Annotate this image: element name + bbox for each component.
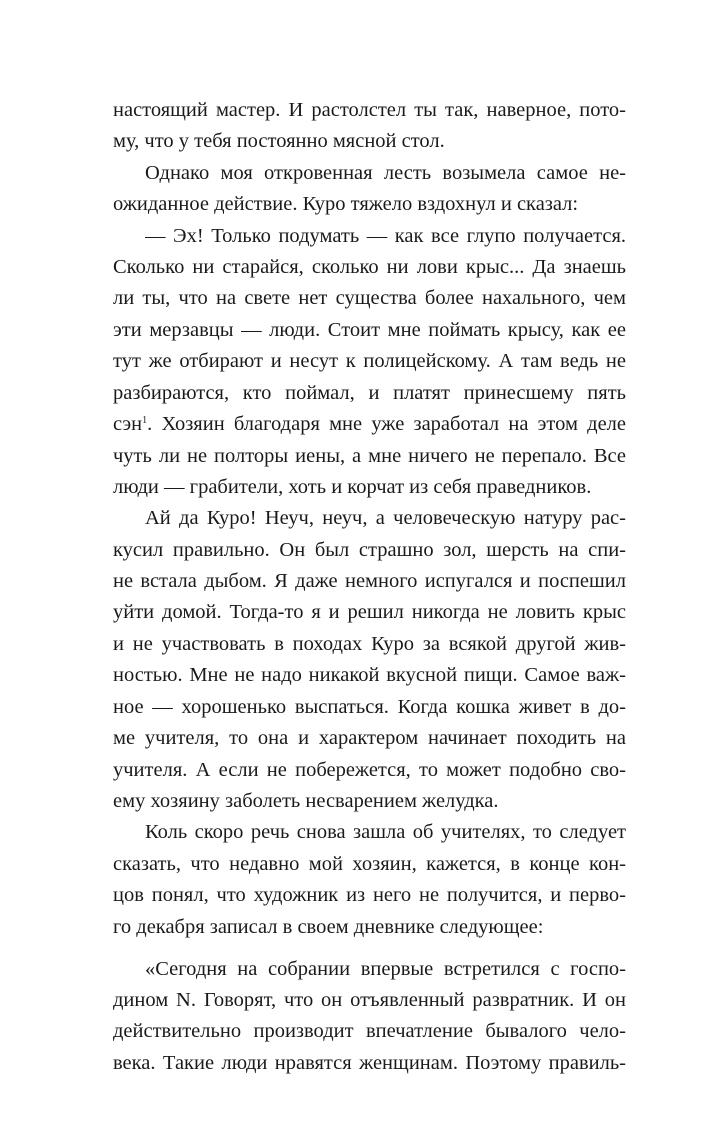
text-line: Сколько ни старайся, сколько ни лови крыс... Да знаешь [113,256,626,278]
text-line: «Сегодня на собрании впервые встретился с госпо- [145,958,626,980]
footnote-ref[interactable]: 1 [142,415,148,426]
text-line: чуть ли не полторы иены, а мне ничего не перепало. Все [113,445,626,467]
text-line: эти мерзавцы — люди. Стоит мне поймать крысу, как ее [113,319,626,341]
text-line: ме учителя, то она и характером начинает походить на [113,727,626,749]
text-line: уйти домой. Тогда-то я и решил никогда не ловить крыс [113,601,626,623]
text-line: ное — хорошенько выспаться. Когда кошка живет в до- [113,696,626,718]
text-line: му, что у тебя постоянно мясной стол. [113,130,445,152]
text-line: Однако моя откровенная лесть возымела самое не- [145,162,626,184]
text-line: цов понял, что художник из него не получится, и перво- [113,884,626,906]
footnote-term: сэн [113,413,143,435]
text-line: действительно производит впечатление бывалого чело- [113,1020,626,1042]
text-line: века. Такие люди нравятся женщинам. Поэтому правиль- [113,1052,626,1074]
text-line: го декабря записал в своем дневнике следующее: [113,916,544,938]
text-line: ли ты, что на свете нет существа более нахального, чем [113,287,626,309]
text-line: дином N. Говорят, что он отъявленный развратник. И он [113,989,626,1011]
text-line: ностью. Мне не надо никакой вкусной пищи. Самое важ- [113,664,626,686]
text-line: настоящий мастер. И растолстел ты так, наверное, пото- [113,99,626,121]
text-line: ожиданное действие. Куро тяжело вздохнул и сказал: [113,193,579,215]
text-line: Ай да Куро! Неуч, неуч, а человеческую натуру рас- [145,507,626,529]
text-line: тут же отбирают и несут к полицейскому. А там ведь не [113,350,626,372]
text-line: не встала дыбом. Я даже немного испугался и поспешил [113,570,626,592]
text-line: учителя. А если не побережется, то может подобно сво- [113,759,626,781]
text-line: сэн$^1$. Хозяин благодаря мне уже заработал на этом деле [113,413,626,435]
text-line: люди — грабители, хоть и корчат из себя праведников. [113,476,592,498]
text-line: ему хозяину заболеть несварением желудка. [113,790,499,812]
text-line: — Эх! Только подумать — как все глупо получается. [145,225,626,247]
text-line: кусил правильно. Он был страшно зол, шерсть на спи- [113,539,626,561]
text-line: разбираются, кто поймал, и платят принесшему пять [113,382,626,404]
text-line: сказать, что недавно мой хозяин, кажется, в конце кон- [113,853,626,875]
text-line: Коль скоро речь снова зашла об учителях, то следует [145,821,626,843]
text-line: и не участвовать в походах Куро за всякой другой жив- [113,633,626,655]
